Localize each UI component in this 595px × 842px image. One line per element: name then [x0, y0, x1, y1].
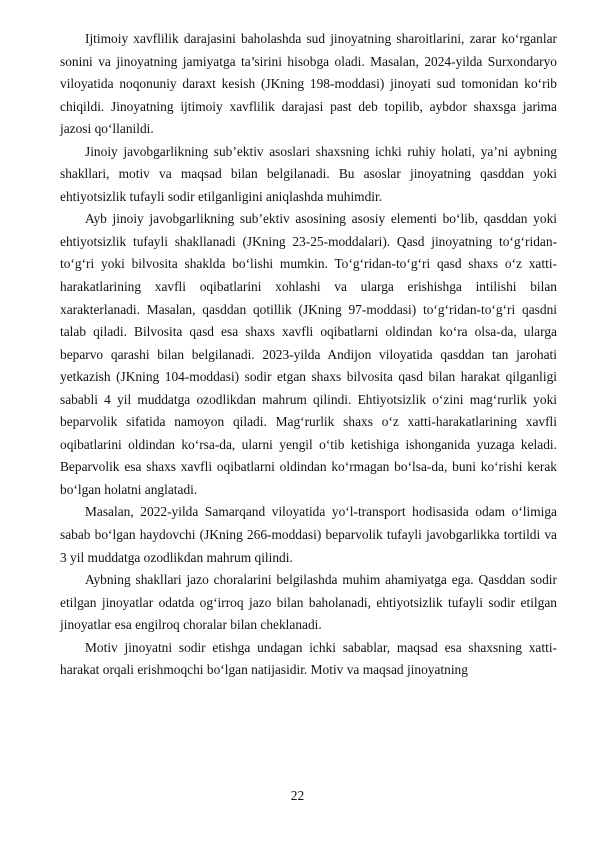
paragraph-subjective-grounds: Jinoiy javobgarlikning sub’ektiv asoslari shaxsning ichki ruhiy holati, ya’ni aybning shakllari, motiv va maqsad bilan belgilanadi. Bu asoslar jinoyatning qasddan yoki ehtiyotsizlik tufayli sodir etilganligini aniqlashda muhimdir.	[60, 143, 557, 204]
page-number: 22	[290, 788, 305, 803]
paragraph-motive-purpose: Motiv jinoyatni sodir etishga undagan ichki sabablar, maqsad esa shaxsning xatti-harakat orqali erishmoqchi bo‘lgan natijasidir. Motiv va maqsad jinoyatning	[60, 639, 557, 678]
paragraph-samarkand-example: Masalan, 2022-yilda Samarqand viloyatida yo‘l-transport hodisasida odam o‘limiga sabab bo‘lgan haydovchi (JKning 266-moddasi) beparvolik tufayli javobgarlikka tortildi va 3 yil muddatga ozodlikdan mahrum qilindi.	[60, 504, 557, 565]
paragraph-social-danger: Ijtimoiy xavflilik darajasini baholashda sud jinoyatning sharoitlarini, zarar ko‘rganlar sonini va jinoyatning jamiyatga ta’sirini hisobga oladi. Masalan, 2024-yilda Surxondaryo viloyatida noqonuniy daraxt kesish (JKning 198-moddasi) jinoyati sud tomonidan ko‘rib chiqildi. Jinoyatning ijtimoiy xavflilik darajasi past deb topilib, aybdor shaxsga jarima jazosi qo‘llanildi.	[60, 31, 557, 137]
paragraph-guilt-forms: Ayb jinoiy javobgarlikning sub’ektiv asosining asosiy elementi bo‘lib, qasddan yoki ehtiyotsizlik tufayli shakllanadi (JKning 23-25-moddalari). Qasd jinoyatning to‘g‘ridan-to‘g‘ri yoki bilvosita shaklda bo‘lishi mumkin. To‘g‘ridan-to‘g‘ri qasd shaxs o‘z xatti-harakatlarining xavfli oqibatlarini xohlashi va ularga erishishga intilishi bilan xarakterlanadi. Masalan, qasddan qotillik (JKning 97-moddasi) to‘g‘ridan-to‘g‘ri qasdni talab qiladi. Bilvosita qasd esa shaxs xavfli oqibatlarni oldindan ko‘ra olsa-da, ularga beparvo qarashi bilan belgilanadi. 2023-yilda Andijon viloyatida qasddan tan jarohati yetkazish (JKning 104-moddasi) sodir etgan shaxs bilvosita qasd bilan harakat qilganligi sababli 4 yil muddatga ozodlikdan mahrum qilindi. Ehtiyotsizlik o‘zini mag‘rurlik yoki beparvolik sifatida namoyon qiladi. Mag‘rurlik shaxs o‘z xatti-harakatlarining xavfli oqibatlarini oldindan ko‘rsa-da, ularni yengil o‘tib ketishiga ishonganida yuzaga keladi. Beparvolik esa shaxs xavfli oqibatlarni oldindan ko‘rmagan bo‘lsa-da, buni ko‘rishi kerak bo‘lgan holatni anglatadi.	[60, 211, 557, 497]
paragraph-guilt-significance: Aybning shakllari jazo choralarini belgilashda muhim ahamiyatga ega. Qasddan sodir etilgan jinoyatlar odatda og‘irroq jazo bilan baholanadi, ehtiyotsizlik tufayli sodir etilgan jinoyatlar esa engilroq choralar bilan cheklanadi.	[60, 572, 557, 633]
document-page	[60, 28, 557, 682]
